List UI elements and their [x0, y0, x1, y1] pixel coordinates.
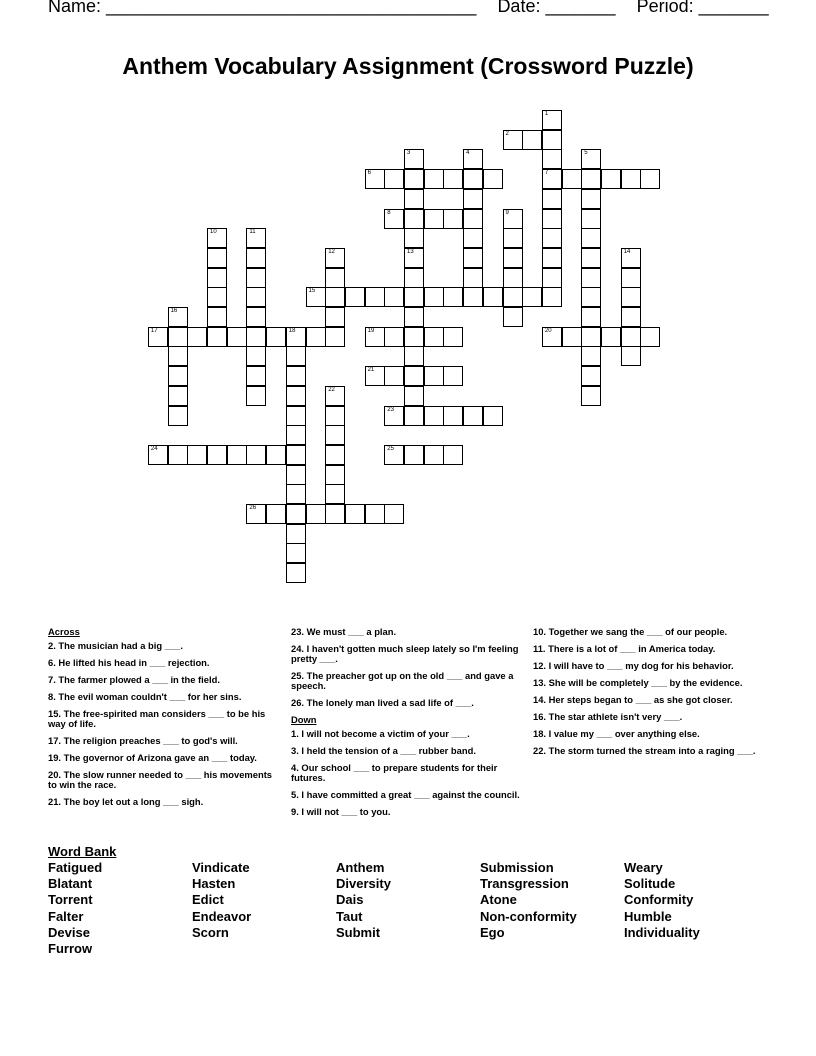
crossword-cell[interactable] [463, 406, 483, 426]
word-bank-word: Atone [480, 892, 517, 908]
crossword-cell[interactable] [306, 287, 326, 307]
crossword-cell[interactable] [325, 386, 345, 406]
clue-number: 18 [288, 327, 296, 334]
crossword-cell[interactable] [443, 327, 463, 347]
crossword-cell[interactable] [306, 327, 326, 347]
crossword-cell[interactable] [463, 169, 483, 189]
crossword-cell[interactable] [207, 248, 227, 268]
crossword-cell[interactable] [286, 425, 306, 445]
crossword-cell[interactable] [246, 287, 266, 307]
crossword-cell[interactable] [404, 209, 424, 229]
word-bank-word: Furrow [48, 941, 93, 957]
crossword-cell[interactable] [621, 287, 641, 307]
crossword-cell[interactable] [384, 504, 404, 524]
crossword-cell[interactable] [325, 425, 345, 445]
crossword-cell[interactable] [404, 406, 424, 426]
word-bank-word: Vindicate [192, 860, 250, 875]
crossword-cell[interactable] [503, 130, 523, 150]
crossword-cell[interactable] [424, 169, 444, 189]
word-bank-word: Anthem [336, 860, 385, 875]
word-bank-word: Scorn [192, 924, 229, 940]
crossword-cell[interactable] [246, 327, 266, 347]
crossword-cell[interactable] [286, 563, 306, 583]
crossword-cell[interactable] [286, 366, 306, 386]
crossword-cell[interactable] [384, 445, 404, 465]
crossword-cell[interactable] [246, 386, 266, 406]
clues-column-2 [291, 627, 523, 824]
clue-across-26: 26. The lonely man lived a sad life of ___. [291, 697, 474, 708]
crossword-cell[interactable] [463, 268, 483, 288]
name-field: Name: _____________________________________ [48, 0, 477, 16]
crossword-cell[interactable] [365, 327, 385, 347]
clue-number: 17 [150, 327, 158, 334]
across-heading: Across [48, 626, 80, 637]
crossword-cell[interactable] [443, 366, 463, 386]
crossword-cell[interactable] [503, 268, 523, 288]
clue-number: 20 [544, 327, 552, 334]
clue-number: 25 [387, 445, 394, 452]
crossword-cell[interactable] [581, 287, 601, 307]
crossword-cell[interactable] [286, 445, 306, 465]
word-bank-column-4 [480, 860, 577, 941]
crossword-cell[interactable] [384, 327, 404, 347]
word-bank-word: Ego [480, 924, 505, 940]
word-bank-word: Diversity [336, 876, 391, 892]
crossword-cell[interactable] [503, 248, 523, 268]
word-bank-word: Individuality [624, 924, 700, 940]
crossword-cell[interactable] [542, 189, 562, 209]
crossword-cell[interactable] [325, 406, 345, 426]
crossword-cell[interactable] [168, 406, 188, 426]
clue-number: 16 [170, 308, 178, 314]
clue-number: 1 [544, 111, 549, 117]
clue-across-25: 25. The preacher got up on the old ___ and gave a speech. [291, 670, 514, 691]
crossword-cell[interactable] [325, 445, 345, 465]
crossword-cell[interactable] [207, 268, 227, 288]
crossword-cell[interactable] [443, 209, 463, 229]
crossword-cell[interactable] [443, 445, 463, 465]
crossword-cell[interactable] [621, 307, 641, 327]
page-title: Anthem Vocabulary Assignment (Crossword Puzzle) [122, 53, 694, 79]
crossword-cell[interactable] [266, 445, 286, 465]
clue-number: 10 [210, 229, 217, 236]
clue-number: 8 [387, 209, 391, 216]
crossword-cell[interactable] [404, 287, 424, 307]
clue-across-19: 19. The governor of Arizona gave an ___ today. [48, 752, 257, 763]
crossword-cell[interactable] [207, 445, 227, 465]
clue-number: 21 [367, 367, 375, 374]
crossword-cell[interactable] [168, 386, 188, 406]
crossword-cell[interactable] [621, 248, 641, 268]
crossword-cell[interactable] [483, 406, 503, 426]
crossword-cell[interactable] [463, 209, 483, 229]
crossword-cell[interactable] [542, 268, 562, 288]
crossword-cell[interactable] [168, 445, 188, 465]
crossword-cell[interactable] [404, 386, 424, 406]
word-bank-word: Fatigued [48, 860, 103, 875]
crossword-cell[interactable] [503, 307, 523, 327]
crossword-cell[interactable] [345, 504, 365, 524]
crossword-cell[interactable] [286, 386, 306, 406]
crossword-cell[interactable] [503, 209, 523, 229]
crossword-cell[interactable] [463, 149, 483, 169]
clue-down-10: 10. Together we sang the ___ of our people. [533, 626, 728, 637]
clue-number: 22 [328, 386, 335, 393]
crossword-cell[interactable] [365, 287, 385, 307]
clue-across-2: 2. The musician had a big ___. [48, 640, 183, 651]
crossword-cell[interactable] [148, 327, 168, 347]
crossword-cell[interactable] [286, 543, 306, 563]
crossword-cell[interactable] [522, 287, 542, 307]
clue-number: 7 [544, 170, 549, 177]
crossword-cell[interactable] [246, 366, 266, 386]
crossword-cell[interactable] [246, 307, 266, 327]
crossword-cell[interactable] [404, 248, 424, 268]
crossword-cell[interactable] [542, 209, 562, 229]
word-bank-word: Weary [624, 860, 663, 875]
crossword-cell[interactable] [207, 287, 227, 307]
crossword-cell[interactable] [581, 307, 601, 327]
crossword-cell[interactable] [424, 327, 444, 347]
clue-number: 6 [367, 170, 371, 177]
clue-number: 23 [387, 406, 394, 413]
crossword-cell[interactable] [286, 346, 306, 366]
crossword-cell[interactable] [384, 366, 404, 386]
clue-across-6: 6. He lifted his head in ___ rejection. [48, 657, 210, 668]
clues-column-1 [48, 627, 280, 814]
crossword-cell[interactable] [581, 386, 601, 406]
crossword-cell[interactable] [168, 327, 188, 347]
crossword-cell[interactable] [286, 484, 306, 504]
word-bank-column-2 [192, 860, 251, 941]
crossword-cell[interactable] [542, 248, 562, 268]
clue-across-8: 8. The evil woman couldn't ___ for her sins. [48, 691, 242, 702]
crossword-cell[interactable] [601, 169, 621, 189]
crossword-cell[interactable] [325, 484, 345, 504]
crossword-cell[interactable] [246, 346, 266, 366]
crossword-cell[interactable] [404, 327, 424, 347]
clue-down-12: 12. I will have to ___ my dog for his behavior. [533, 660, 734, 671]
crossword-cell[interactable] [601, 327, 621, 347]
crossword-cell[interactable] [562, 169, 582, 189]
crossword-cell[interactable] [503, 228, 523, 248]
word-bank-heading: Word Bank [48, 844, 117, 859]
crossword-cell[interactable] [621, 268, 641, 288]
clues-column-3 [533, 627, 765, 763]
clue-down-18: 18. I value my ___ over anything else. [533, 728, 700, 739]
clue-number: 26 [249, 505, 257, 511]
crossword-cell[interactable] [246, 228, 266, 248]
word-bank-column-5 [624, 860, 700, 941]
crossword-cell[interactable] [542, 149, 562, 169]
crossword-cell[interactable] [325, 287, 345, 307]
crossword-cell[interactable] [187, 327, 207, 347]
crossword-cell[interactable] [404, 346, 424, 366]
crossword-cell[interactable] [542, 130, 562, 150]
crossword-cell[interactable] [581, 327, 601, 347]
period-field: Period: _______ [636, 0, 769, 16]
crossword-cell[interactable] [581, 268, 601, 288]
word-bank-word: Blatant [48, 876, 93, 892]
crossword-cell[interactable] [483, 287, 503, 307]
crossword-cell[interactable] [463, 228, 483, 248]
crossword-cell[interactable] [463, 248, 483, 268]
crossword-cell[interactable] [424, 366, 444, 386]
crossword-cell[interactable] [581, 228, 601, 248]
crossword-cell[interactable] [148, 445, 168, 465]
crossword-cell[interactable] [227, 327, 247, 347]
crossword-cell[interactable] [424, 406, 444, 426]
crossword-cell[interactable] [325, 327, 345, 347]
crossword-cell[interactable] [168, 346, 188, 366]
crossword-cell[interactable] [542, 169, 562, 189]
crossword-cell[interactable] [581, 169, 601, 189]
word-bank-word: Taut [336, 908, 363, 924]
clue-down-22: 22. The storm turned the stream into a raging ___. [533, 745, 756, 756]
crossword-cell[interactable] [365, 366, 385, 386]
crossword-cell[interactable] [621, 346, 641, 366]
crossword-cell[interactable] [345, 287, 365, 307]
crossword-cell[interactable] [384, 406, 404, 426]
word-bank-word: Transgression [480, 876, 569, 892]
clue-number: 3 [407, 150, 411, 157]
crossword-cell[interactable] [404, 307, 424, 327]
clue-down-5: 5. I have committed a great ___ against the council. [291, 789, 520, 800]
crossword-cell[interactable] [463, 189, 483, 209]
crossword-cell[interactable] [246, 445, 266, 465]
crossword-cell[interactable] [621, 169, 641, 189]
clue-down-9: 9. I will not ___ to you. [291, 806, 391, 817]
down-heading: Down [291, 714, 317, 725]
crossword-cell[interactable] [266, 504, 286, 524]
crossword-cell[interactable] [640, 169, 660, 189]
clue-down-13: 13. She will be completely ___ by the evidence. [533, 677, 743, 688]
clue-number: 4 [466, 150, 470, 157]
crossword-cell[interactable] [404, 366, 424, 386]
clue-number: 14 [623, 248, 631, 255]
crossword-cell[interactable] [325, 307, 345, 327]
crossword-cell[interactable] [424, 209, 444, 229]
clue-down-14: 14. Her steps began to ___ as she got closer. [533, 694, 733, 705]
crossword-cell[interactable] [207, 327, 227, 347]
crossword-cell[interactable] [640, 327, 660, 347]
crossword-cell[interactable] [621, 327, 641, 347]
crossword-cell[interactable] [404, 268, 424, 288]
clue-across-21: 21. The boy let out a long ___ sigh. [48, 796, 204, 807]
crossword-cell[interactable] [581, 189, 601, 209]
clue-down-11: 11. There is a lot of ___ in America today. [533, 643, 716, 654]
word-bank-word: Humble [624, 908, 672, 924]
word-bank-column-1 [48, 860, 102, 957]
crossword-cell[interactable] [207, 228, 227, 248]
crossword-cell[interactable] [581, 149, 601, 169]
crossword-cell[interactable] [266, 327, 286, 347]
crossword-cell[interactable] [404, 189, 424, 209]
word-bank-word: Devise [48, 924, 90, 940]
word-bank-word: Solitude [624, 876, 676, 892]
crossword-cell[interactable] [463, 287, 483, 307]
crossword-cell[interactable] [286, 465, 306, 485]
crossword-cell[interactable] [581, 346, 601, 366]
clue-number: 12 [328, 248, 335, 255]
clue-number: 11 [249, 229, 256, 236]
crossword-cell[interactable] [286, 504, 306, 524]
crossword-cell[interactable] [404, 228, 424, 248]
crossword-cell[interactable] [384, 209, 404, 229]
clue-down-16: 16. The star athlete isn't very ___. [533, 711, 683, 722]
date-field: Date: _______ [497, 0, 616, 16]
clue-number: 15 [308, 288, 316, 295]
crossword-cell[interactable] [325, 465, 345, 485]
crossword-cell[interactable] [306, 504, 326, 524]
word-bank-word: Torrent [48, 892, 93, 908]
crossword-cell[interactable] [542, 287, 562, 307]
clue-number: 5 [584, 150, 588, 157]
crossword-cell[interactable] [246, 268, 266, 288]
crossword-cell[interactable] [542, 110, 562, 130]
clue-down-3: 3. I held the tension of a ___ rubber band. [291, 745, 476, 756]
clue-number: 13 [407, 248, 414, 255]
clue-down-1: 1. I will not become a victim of your ___. [291, 728, 470, 739]
crossword-cell[interactable] [384, 169, 404, 189]
crossword-cell[interactable] [365, 169, 385, 189]
clue-number: 2 [505, 130, 509, 137]
crossword-cell[interactable] [168, 366, 188, 386]
crossword-cell[interactable] [522, 130, 542, 150]
word-bank-word: Dais [336, 892, 364, 908]
crossword-cell[interactable] [286, 406, 306, 426]
clue-across-23: 23. We must ___ a plan. [291, 626, 397, 637]
word-bank-word: Submit [336, 924, 381, 940]
word-bank-word: Edict [192, 892, 224, 908]
word-bank-word: Conformity [624, 892, 694, 908]
word-bank-word: Endeavor [192, 908, 252, 924]
crossword-cell[interactable] [286, 524, 306, 544]
crossword-cell[interactable] [503, 287, 523, 307]
crossword-cell[interactable] [443, 287, 463, 307]
crossword-cell[interactable] [404, 169, 424, 189]
crossword-cell[interactable] [581, 209, 601, 229]
word-bank-word: Falter [48, 908, 84, 924]
word-bank-column-3 [336, 860, 391, 941]
clue-across-24: 24. I haven't gotten much sleep lately so I'm feeling pretty ___. [291, 643, 519, 664]
crossword-cell[interactable] [246, 504, 266, 524]
crossword-cell[interactable] [424, 445, 444, 465]
crossword-cell[interactable] [227, 445, 247, 465]
crossword-cell[interactable] [424, 287, 444, 307]
word-bank-word: Hasten [192, 876, 236, 892]
crossword-cell[interactable] [562, 327, 582, 347]
clue-across-15: 15. The free-spirited man considers ___ to be his way of life. [48, 708, 266, 729]
crossword-cell[interactable] [384, 287, 404, 307]
crossword-cell[interactable] [483, 169, 503, 189]
crossword-cell[interactable] [581, 366, 601, 386]
crossword-cell[interactable] [443, 169, 463, 189]
crossword-cell[interactable] [246, 248, 266, 268]
crossword-cell[interactable] [404, 445, 424, 465]
clue-across-20: 20. The slow runner needed to ___ his movements to win the race. [48, 769, 273, 790]
crossword-cell[interactable] [365, 504, 385, 524]
crossword-cell[interactable] [443, 406, 463, 426]
clue-number: 9 [505, 209, 509, 216]
crossword-cell[interactable] [325, 504, 345, 524]
crossword-cell[interactable] [286, 327, 306, 347]
word-bank-word: Non-conformity [480, 908, 577, 924]
clue-number: 19 [367, 327, 375, 334]
crossword-cell[interactable] [542, 327, 562, 347]
crossword-cell[interactable] [581, 248, 601, 268]
crossword-cell[interactable] [187, 445, 207, 465]
clue-down-4: 4. Our school ___ to prepare students for their futures. [291, 762, 498, 783]
crossword-cell[interactable] [404, 149, 424, 169]
clue-across-17: 17. The religion preaches ___ to god's will. [48, 735, 238, 746]
word-bank-word: Submission [480, 860, 554, 875]
clue-across-7: 7. The farmer plowed a ___ in the field. [48, 674, 220, 685]
crossword-cell[interactable] [325, 268, 345, 288]
crossword-cell[interactable] [168, 307, 188, 327]
clue-number: 24 [150, 445, 158, 452]
crossword-cell[interactable] [542, 228, 562, 248]
crossword-cell[interactable] [207, 307, 227, 327]
crossword-cell[interactable] [325, 248, 345, 268]
